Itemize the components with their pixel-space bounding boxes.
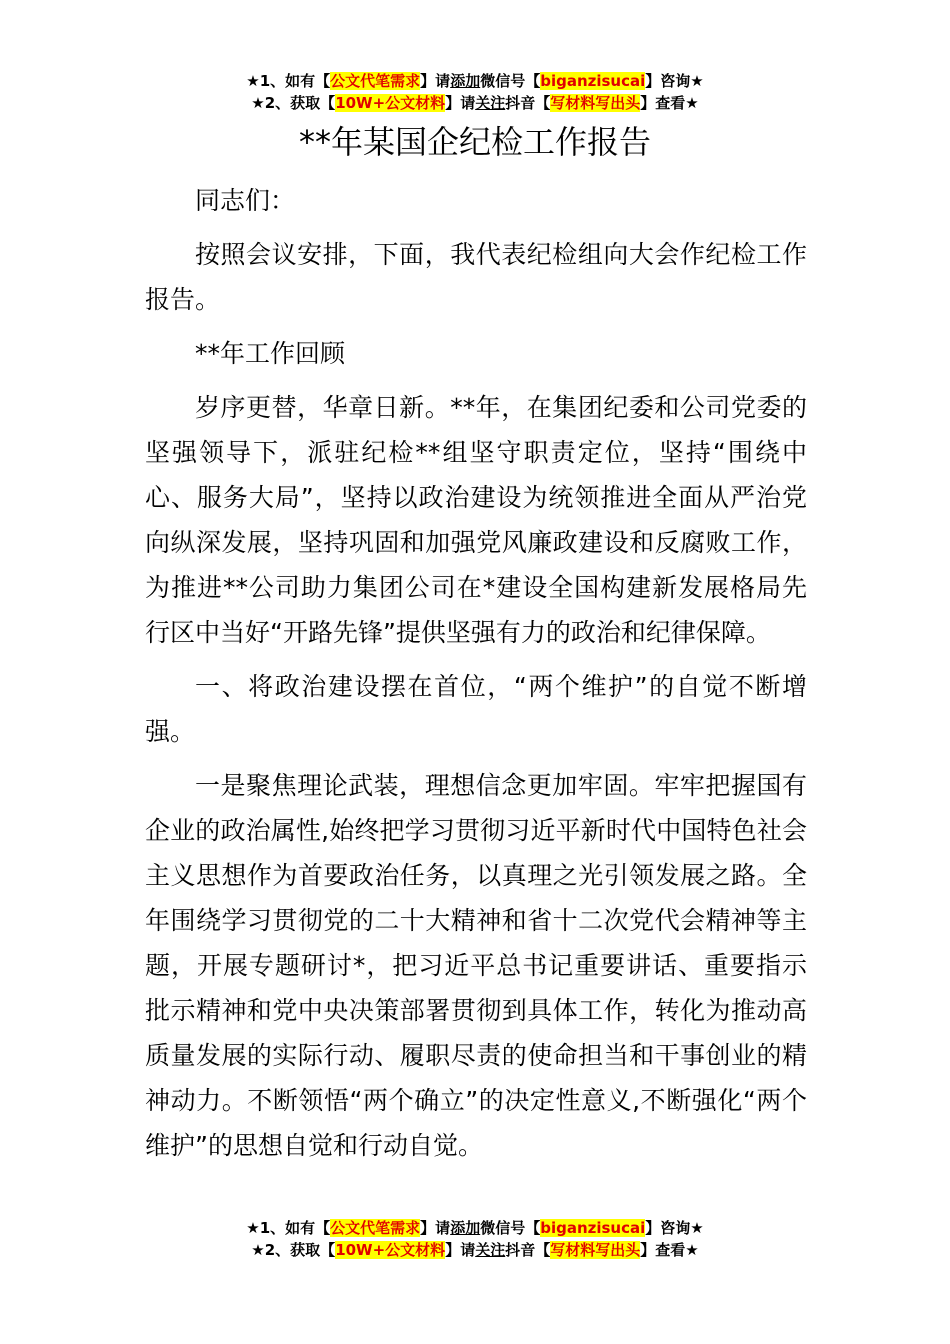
highlight-wechat-id: biganzisucai <box>540 1219 646 1237</box>
top-banner <box>0 70 950 114</box>
paragraph-overview: 岁序更替，华章日新。**年，在集团纪委和公司党委的坚强领导下，派驻纪检**组坚守职责定位，坚持“围绕中心、服务大局”，坚持以政治建设为统领推进全面从严治党向纵深发展，坚持巩固和加强党风廉政建设和反腐败工作，为推进**公司助力集团公司在*建设全国构建新发展格局先行区中当好“开路先锋”提供坚强有力的政治和纪律保障。 <box>145 393 807 647</box>
section-heading-review: **年工作回顾 <box>195 339 346 368</box>
bottom-banner <box>0 1217 950 1261</box>
highlight-service: 公文代笔需求 <box>330 72 421 90</box>
banner-line-2: ★2、获取【10W+公文材料】请关注抖音【写材料写出头】查看★ <box>251 1241 699 1259</box>
highlight-materials: 10W+公文材料 <box>335 1241 446 1259</box>
paragraph-intro: 按照会议安排，下面，我代表纪检组向大会作纪检工作报告。 <box>145 240 807 314</box>
paragraph-salutation: 同志们： <box>195 186 296 215</box>
document-body <box>145 178 807 1177</box>
banner-line-1: ★1、如有【公文代笔需求】请添加微信号【biganzisucai】咨询★ <box>246 1219 704 1237</box>
banner-line-1: ★1、如有【公文代笔需求】请添加微信号【biganzisucai】咨询★ <box>246 72 704 90</box>
highlight-douyin: 写材料写出头 <box>550 94 641 112</box>
paragraph-theory: 一是聚焦理论武装，理想信念更加牢固。牢牢把握国有企业的政治属性,始终把学习贯彻习近平新时代中国特色社会主义思想作为首要政治任务，以真理之光引领发展之路。全年围绕学习贯彻党的二十大精神和省十二次党代会精神等主题，开展专题研讨*，把习近平总书记重要讲话、重要指示批示精神和党中央决策部署贯彻到具体工作，转化为推动高质量发展的实际行动、履职尽责的使命担当和干事创业的精神动力。不断领悟“两个确立”的决定性意义,不断强化“两个维护”的思想自觉和行动自觉。 <box>145 771 807 1160</box>
highlight-wechat-id: biganzisucai <box>540 72 646 90</box>
banner-line-2: ★2、获取【10W+公文材料】请关注抖音【写材料写出头】查看★ <box>251 94 699 112</box>
section-heading-political: 一、将政治建设摆在首位，“两个维护”的自觉不断增强。 <box>145 672 807 746</box>
highlight-service: 公文代笔需求 <box>330 1219 421 1237</box>
highlight-materials: 10W+公文材料 <box>335 94 446 112</box>
document-title: **年某国企纪检工作报告 <box>298 123 651 161</box>
highlight-douyin: 写材料写出头 <box>550 1241 641 1259</box>
